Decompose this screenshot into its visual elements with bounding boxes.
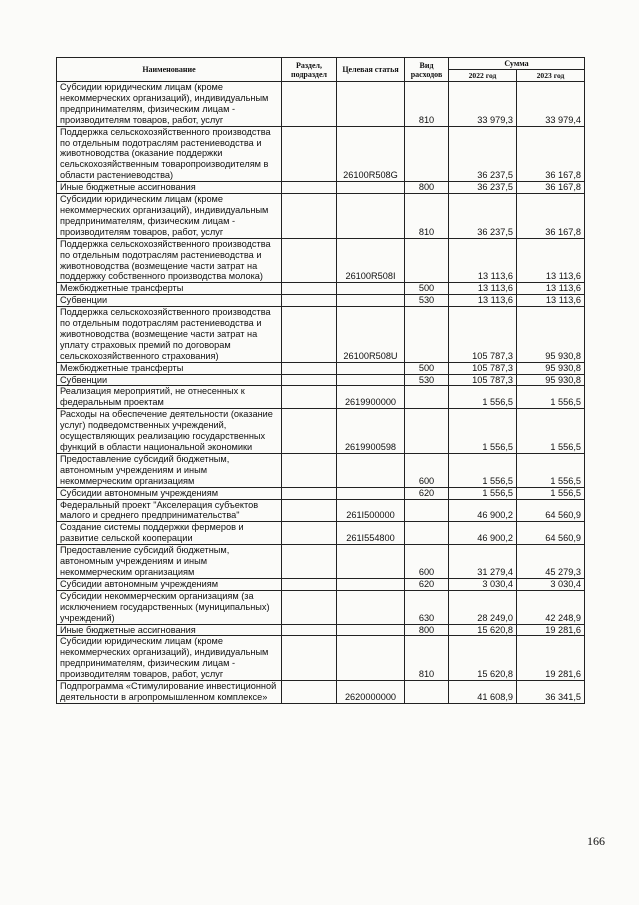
cell-section: [282, 409, 337, 454]
cell-target: [337, 636, 405, 681]
cell-name: Межбюджетные трансферты: [57, 362, 282, 374]
cell-target: [337, 624, 405, 636]
cell-name: Субсидии юридическим лицам (кроме некоммерческих организаций), индивидуальным предпринимателям, физическим лицам - производителям товаров, работ, услуг: [57, 82, 282, 127]
cell-name: Поддержка сельскохозяйственного производства по отдельным подотраслям растениеводства и животноводства (возмещение части затрат на поддержку собственного производства молока): [57, 238, 282, 283]
cell-sum-2023: 13 113,6: [517, 238, 585, 283]
cell-target: 2620000000: [337, 681, 405, 704]
cell-sum-2022: 105 787,3: [449, 307, 517, 363]
table-row: [57, 82, 585, 127]
cell-sum-2022: 28 249,0: [449, 590, 517, 624]
header-type: Вид расходов: [405, 58, 449, 82]
budget-table: [56, 57, 585, 704]
cell-target: 2619900000: [337, 386, 405, 409]
cell-section: [282, 283, 337, 295]
cell-section: [282, 182, 337, 194]
cell-name: Субсидии юридическим лицам (кроме некоммерческих организаций), индивидуальным предпринимателям, физическим лицам - производителям товаров, работ, услуг: [57, 194, 282, 239]
cell-sum-2023: 19 281,6: [517, 636, 585, 681]
cell-target: [337, 283, 405, 295]
cell-target: [337, 453, 405, 487]
cell-sum-2022: 46 900,2: [449, 499, 517, 522]
table-row: [57, 487, 585, 499]
cell-sum-2023: 33 979,4: [517, 82, 585, 127]
header-sum: Сумма: [449, 58, 585, 70]
table-row: [57, 578, 585, 590]
cell-name: Подпрограмма «Стимулирование инвестиционной деятельности в агропромышленном комплексе»: [57, 681, 282, 704]
cell-section: [282, 374, 337, 386]
cell-sum-2023: 36 167,8: [517, 194, 585, 239]
cell-target: [337, 590, 405, 624]
cell-sum-2023: 13 113,6: [517, 295, 585, 307]
cell-sum-2023: 95 930,8: [517, 362, 585, 374]
table-row: [57, 545, 585, 579]
cell-target: [337, 362, 405, 374]
cell-name: Поддержка сельскохозяйственного производства по отдельным подотраслям растениеводства и животноводства (возмещение части затрат на уплату страховых премий по договорам сельскохозяйственного страхования): [57, 307, 282, 363]
table-row: [57, 362, 585, 374]
cell-sum-2023: 1 556,5: [517, 453, 585, 487]
cell-target: 26100R508I: [337, 238, 405, 283]
cell-sum-2022: 105 787,3: [449, 374, 517, 386]
cell-name: Иные бюджетные ассигнования: [57, 624, 282, 636]
cell-sum-2022: 36 237,5: [449, 126, 517, 182]
cell-name: Субвенции: [57, 374, 282, 386]
cell-sum-2023: 3 030,4: [517, 578, 585, 590]
cell-sum-2022: 3 030,4: [449, 578, 517, 590]
table-header: [57, 58, 585, 82]
cell-name: Субсидии некоммерческим организациям (за исключением государственных (муниципальных) учреждений): [57, 590, 282, 624]
cell-type: [405, 238, 449, 283]
cell-type: [405, 126, 449, 182]
cell-sum-2022: 15 620,8: [449, 624, 517, 636]
cell-sum-2022: 13 113,6: [449, 295, 517, 307]
table-row: [57, 283, 585, 295]
cell-sum-2023: 36 167,8: [517, 182, 585, 194]
cell-sum-2023: 64 560,9: [517, 499, 585, 522]
cell-section: [282, 126, 337, 182]
cell-sum-2022: 36 237,5: [449, 182, 517, 194]
cell-sum-2023: 45 279,3: [517, 545, 585, 579]
cell-section: [282, 82, 337, 127]
cell-sum-2022: 46 900,2: [449, 522, 517, 545]
table-row: [57, 307, 585, 363]
cell-sum-2022: 1 556,5: [449, 386, 517, 409]
cell-sum-2022: 1 556,5: [449, 409, 517, 454]
table-row: [57, 238, 585, 283]
cell-name: Субсидии автономным учреждениям: [57, 487, 282, 499]
cell-type: 800: [405, 182, 449, 194]
cell-type: 810: [405, 636, 449, 681]
cell-name: Предоставление субсидий бюджетным, автономным учреждениям и иным некоммерческим организациям: [57, 453, 282, 487]
cell-target: [337, 374, 405, 386]
cell-name: Иные бюджетные ассигнования: [57, 182, 282, 194]
cell-type: [405, 307, 449, 363]
cell-target: [337, 487, 405, 499]
cell-type: [405, 386, 449, 409]
cell-type: 800: [405, 624, 449, 636]
table-row: [57, 126, 585, 182]
cell-sum-2022: 1 556,5: [449, 487, 517, 499]
cell-name: Федеральный проект "Акселерация субъектов малого и среднего предпринимательства": [57, 499, 282, 522]
cell-type: 530: [405, 295, 449, 307]
cell-section: [282, 545, 337, 579]
table-row: [57, 295, 585, 307]
cell-section: [282, 238, 337, 283]
table-row: [57, 453, 585, 487]
table-row: [57, 636, 585, 681]
cell-type: 500: [405, 283, 449, 295]
cell-type: 600: [405, 453, 449, 487]
cell-sum-2023: 64 560,9: [517, 522, 585, 545]
cell-sum-2023: 95 930,8: [517, 307, 585, 363]
cell-name: Субсидии автономным учреждениям: [57, 578, 282, 590]
cell-name: Реализация мероприятий, не отнесенных к федеральным проектам: [57, 386, 282, 409]
header-section: Раздел, подраздел: [282, 58, 337, 82]
cell-sum-2022: 13 113,6: [449, 238, 517, 283]
table-row: [57, 681, 585, 704]
cell-sum-2022: 1 556,5: [449, 453, 517, 487]
cell-target: 26100R508G: [337, 126, 405, 182]
cell-sum-2022: 36 237,5: [449, 194, 517, 239]
cell-target: [337, 545, 405, 579]
cell-section: [282, 307, 337, 363]
cell-type: 530: [405, 374, 449, 386]
cell-name: Субсидии юридическим лицам (кроме некоммерческих организаций), индивидуальным предпринимателям, физическим лицам - производителям товаров, работ, услуг: [57, 636, 282, 681]
cell-name: Расходы на обеспечение деятельности (оказание услуг) подведомственных учреждений, осуществляющих реализацию государственных функций в области национальной экономики: [57, 409, 282, 454]
cell-section: [282, 194, 337, 239]
table-row: [57, 194, 585, 239]
cell-type: 620: [405, 487, 449, 499]
cell-type: 810: [405, 82, 449, 127]
cell-sum-2023: 36 341,5: [517, 681, 585, 704]
cell-sum-2023: 1 556,5: [517, 409, 585, 454]
cell-sum-2022: 31 279,4: [449, 545, 517, 579]
cell-name: Субвенции: [57, 295, 282, 307]
cell-type: 600: [405, 545, 449, 579]
cell-name: Поддержка сельскохозяйственного производства по отдельным подотраслям растениеводства и животноводства (оказание поддержки сельскохозяйственным товаропроизводителям в области растениеводства): [57, 126, 282, 182]
table-row: [57, 522, 585, 545]
cell-sum-2023: 19 281,6: [517, 624, 585, 636]
table-row: [57, 499, 585, 522]
cell-type: [405, 522, 449, 545]
cell-type: 630: [405, 590, 449, 624]
table-row: [57, 624, 585, 636]
table-row: [57, 182, 585, 194]
cell-type: 810: [405, 194, 449, 239]
cell-section: [282, 522, 337, 545]
table-row: [57, 374, 585, 386]
header-name: Наименование: [57, 58, 282, 82]
table-body: [57, 82, 585, 704]
cell-name: Создание системы поддержки фермеров и развитие сельской кооперации: [57, 522, 282, 545]
cell-sum-2023: 1 556,5: [517, 487, 585, 499]
header-target: Целевая статья: [337, 58, 405, 82]
cell-sum-2023: 95 930,8: [517, 374, 585, 386]
cell-name: Межбюджетные трансферты: [57, 283, 282, 295]
table-row: [57, 386, 585, 409]
cell-target: 2619900598: [337, 409, 405, 454]
cell-section: [282, 386, 337, 409]
cell-section: [282, 578, 337, 590]
cell-section: [282, 636, 337, 681]
cell-sum-2022: 15 620,8: [449, 636, 517, 681]
cell-section: [282, 362, 337, 374]
cell-section: [282, 590, 337, 624]
cell-section: [282, 453, 337, 487]
cell-type: [405, 409, 449, 454]
cell-target: [337, 82, 405, 127]
table-row: [57, 409, 585, 454]
cell-target: [337, 182, 405, 194]
cell-type: [405, 499, 449, 522]
cell-type: 620: [405, 578, 449, 590]
cell-target: 261I500000: [337, 499, 405, 522]
cell-section: [282, 681, 337, 704]
page-number: 166: [587, 834, 605, 848]
cell-section: [282, 295, 337, 307]
cell-target: [337, 194, 405, 239]
table-row: [57, 590, 585, 624]
cell-sum-2022: 33 979,3: [449, 82, 517, 127]
cell-section: [282, 499, 337, 522]
cell-sum-2022: 105 787,3: [449, 362, 517, 374]
cell-section: [282, 624, 337, 636]
cell-target: 261I554800: [337, 522, 405, 545]
cell-target: 26100R508U: [337, 307, 405, 363]
cell-sum-2023: 36 167,8: [517, 126, 585, 182]
header-2023: 2023 год: [517, 70, 585, 82]
cell-type: [405, 681, 449, 704]
cell-sum-2023: 13 113,6: [517, 283, 585, 295]
cell-sum-2022: 41 608,9: [449, 681, 517, 704]
cell-target: [337, 578, 405, 590]
cell-sum-2023: 1 556,5: [517, 386, 585, 409]
cell-section: [282, 487, 337, 499]
cell-name: Предоставление субсидий бюджетным, автономным учреждениям и иным некоммерческим организациям: [57, 545, 282, 579]
header-2022: 2022 год: [449, 70, 517, 82]
cell-sum-2022: 13 113,6: [449, 283, 517, 295]
cell-sum-2023: 42 248,9: [517, 590, 585, 624]
cell-target: [337, 295, 405, 307]
cell-type: 500: [405, 362, 449, 374]
